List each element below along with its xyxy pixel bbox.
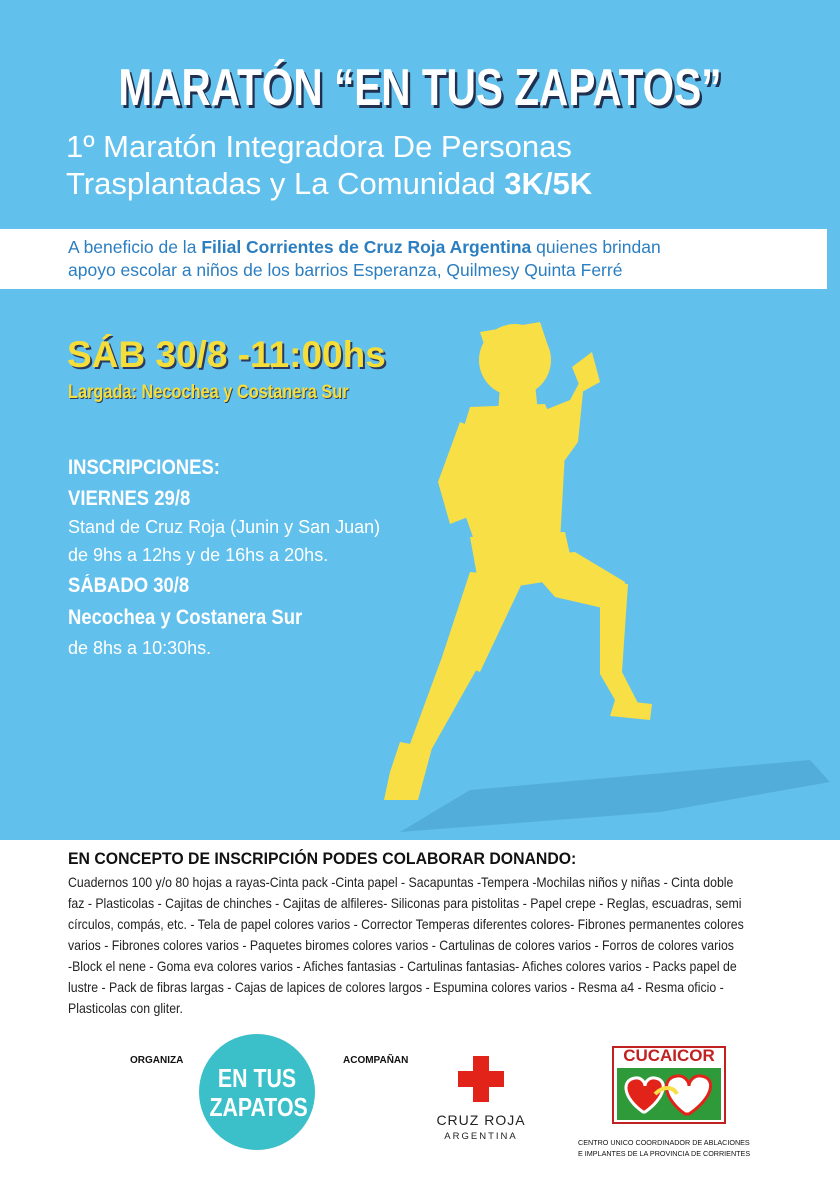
registration-day-2-place: Necochea y Costanera Sur	[68, 606, 303, 629]
red-cross-name: CRUZ ROJA	[436, 1112, 526, 1128]
runner-shadow	[400, 760, 830, 832]
red-cross-icon-vertical	[473, 1056, 489, 1102]
en-tus-zapatos-logo	[199, 1034, 315, 1150]
donations-line: lustre - Pack de fibras largas - Cajas de lapices de colores largos - Espumina colores varios - Resma a4 - Resma oficio -	[68, 980, 724, 995]
donations-line: faz - Plasticolas - Cajitas de chinches - Cajitas de alfileres- Siliconas para pistolitas - Papel crepe - Reglas, escuadras, semi	[68, 896, 742, 911]
organiza-label: ORGANIZA	[130, 1055, 184, 1066]
benefit-line-1	[68, 236, 818, 259]
runner-silhouette	[360, 312, 830, 840]
page-title: MARATÓN “EN TUS ZAPATOS”	[118, 59, 722, 117]
registration-day-1: VIERNES 29/8	[68, 487, 191, 510]
cucaicor-caption-line-1: CENTRO UNICO COORDINADOR DE ABLACIONES	[578, 1138, 750, 1147]
donations-line: círculos, compás, etc. - Tela de papel colores varios - Corrector Temperas diferentes colores- Fibrones permanentes colores	[68, 917, 744, 932]
benefit-line-2: apoyo escolar a niños de los barrios Esperanza, Quilmesy Quinta Ferré	[68, 260, 623, 280]
registration-heading: INSCRIPCIONES:	[68, 456, 220, 479]
cucaicor-name: CUCAICOR	[623, 1046, 715, 1065]
subtitle-line-2-text: Trasplantadas y La Comunidad	[66, 166, 496, 201]
donations-list	[68, 872, 792, 1019]
benefit-suffix: quienes brindan	[536, 237, 661, 257]
donations-line: varios - Fibrones colores varios - Paquetes biromes colores varios - Cartulinas de colores varios - Forros de colores varios	[68, 938, 734, 953]
event-date: SÁB 30/8 -11:00hs	[67, 334, 386, 375]
acompanan-label: ACOMPAÑAN	[343, 1055, 409, 1066]
registration-day-2: SÁBADO 30/8	[68, 574, 190, 597]
cucaicor-caption-line-2: E IMPLANTES DE LA PROVINCIA DE CORRIENTES	[578, 1149, 751, 1158]
registration-day-1-place: Stand de Cruz Roja (Junin y San Juan)	[68, 517, 381, 537]
logo-line-1: EN TUS	[217, 1063, 297, 1093]
registration-day-2-hours: de 8hs a 10:30hs.	[68, 638, 212, 658]
benefit-text	[68, 236, 818, 282]
registration-day-1-hours: de 9hs a 12hs y de 16hs a 20hs.	[68, 545, 329, 565]
subtitle-line-2	[66, 165, 806, 202]
logo-line-2: ZAPATOS	[209, 1092, 308, 1122]
benefit-prefix: A beneficio de la	[68, 237, 197, 257]
subtitle-distance: 3K/5K	[504, 166, 593, 201]
subtitle-line-1: 1º Maratón Integradora De Personas	[66, 129, 572, 164]
red-cross-country: ARGENTINA	[444, 1131, 518, 1142]
hearts-icon	[615, 1066, 723, 1122]
donations-line: Plasticolas con gliter.	[68, 1001, 183, 1016]
benefit-organization: Filial Corrientes de Cruz Roja Argentina	[201, 237, 532, 257]
donations-heading: EN CONCEPTO DE INSCRIPCIÓN PODES COLABORAR DONANDO:	[68, 849, 577, 868]
donations-line: -Block el nene - Goma eva colores varios - Afiches fantasias - Cartulinas fantasias- Afiches colores varios - Packs papel de	[68, 959, 737, 974]
event-start-location: Largada: Necochea y Costanera Sur	[68, 382, 349, 403]
subtitle	[66, 128, 806, 202]
donations-line: Cuadernos 100 y/o 80 hojas a rayas-Cinta pack -Cinta papel - Sacapuntas -Tempera -Mochilas niños y niñas - Cinta doble	[68, 875, 734, 890]
